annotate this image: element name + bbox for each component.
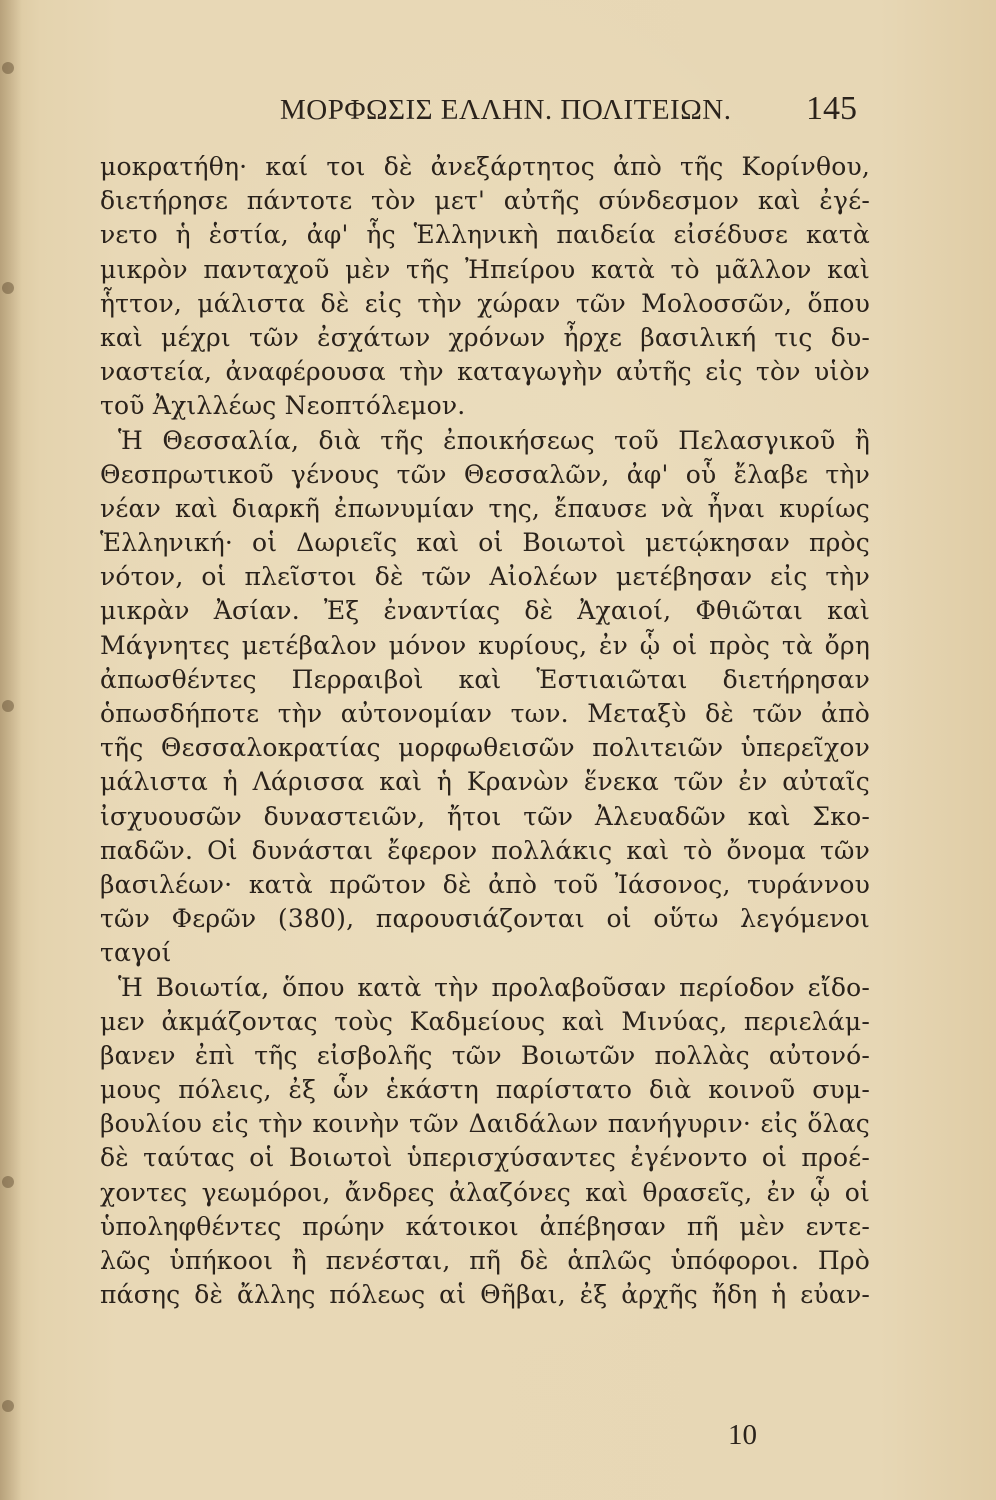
text-line: βουλίου εἰς τὴν κοινὴν τῶν Δαιδάλων πανήγυριν· εἰς ὅλας bbox=[100, 1109, 870, 1139]
spine-shadow bbox=[0, 0, 22, 1500]
text-line: ἧττον, μάλιστα δὲ εἰς τὴν χώραν τῶν Μολοσσῶν, ὅπου bbox=[100, 288, 870, 318]
text-line: λῶς ὑπήκοοι ἢ πενέσται, πῆ δὲ ἁπλῶς ὑπόφοροι. Πρὸ bbox=[100, 1246, 870, 1275]
text-line: μάλιστα ἡ Λάρισσα καὶ ἡ Κρανὼν ἕνεκα τῶν ἐν αὐταῖς bbox=[100, 767, 870, 797]
edge-mark bbox=[2, 62, 14, 74]
text-line: μους πόλεις, ἐξ ὧν ἑκάστη παρίστατο διὰ κοινοῦ συμ- bbox=[100, 1075, 870, 1105]
edge-mark bbox=[2, 700, 14, 712]
text-line: Θεσπρωτικοῦ γένους τῶν Θεσσαλῶν, ἀφ' οὗ ἔλαβε τὴν bbox=[100, 459, 870, 489]
body-text bbox=[100, 150, 870, 1312]
text-line: χοντες γεωμόροι, ἄνδρες ἀλαζόνες καὶ θρασεῖς, ἐν ᾧ οἱ bbox=[100, 1177, 870, 1207]
text-line: νετο ἡ ἑστία, ἀφ' ἧς Ἑλληνικὴ παιδεία εἰσέδυσε κατὰ bbox=[100, 220, 870, 250]
text-line: τοῦ Ἀχιλλέως Νεοπτόλεμον. bbox=[100, 391, 466, 421]
edge-mark bbox=[2, 282, 14, 294]
text-line: Ἡ Βοιωτία, ὅπου κατὰ τὴν προλαβοῦσαν περίοδον εἴδο- bbox=[118, 972, 870, 1002]
text-line: βανεν ἐπὶ τῆς εἰσβολῆς τῶν Βοιωτῶν πολλὰς αὐτονό- bbox=[100, 1040, 870, 1070]
text-line: ἀπωσθέντες Περραιβοὶ καὶ Ἑστιαιῶται διετήρησαν bbox=[100, 664, 870, 694]
text-line: μικρὸν πανταχοῦ μὲν τῆς Ἠπείρου κατὰ τὸ μᾶλλον καὶ bbox=[100, 254, 870, 284]
text-line: ἰσχυουσῶν δυναστειῶν, ἤτοι τῶν Ἀλευαδῶν καὶ Σκο- bbox=[100, 801, 870, 831]
text-line: μεν ἀκμάζοντας τοὺς Καδμείους καὶ Μινύας, περιελάμ- bbox=[100, 1006, 870, 1036]
text-line: Ἡ Θεσσαλία, διὰ τῆς ἐποικήσεως τοῦ Πελασγικοῦ ἢ bbox=[118, 425, 870, 455]
text-line: νότον, οἱ πλεῖστοι δὲ τῶν Αἰολέων μετέβησαν εἰς τὴν bbox=[100, 562, 870, 592]
text-line: τῆς Θεσσαλοκρατίας μορφωθεισῶν πολιτειῶν ὑπερεῖχον bbox=[100, 733, 870, 763]
text-line: ναστεία, ἀναφέρουσα τὴν καταγωγὴν αὐτῆς εἰς τὸν υἱὸν bbox=[100, 357, 870, 387]
page-number: 145 bbox=[806, 90, 857, 127]
text-line: δὲ ταύτας οἱ Βοιωτοὶ ὑπερισχύσαντες ἐγένοντο οἱ προέ- bbox=[100, 1143, 870, 1173]
text-line: ὁπωσδήποτε τὴν αὐτονομίαν των. Μεταξὺ δὲ τῶν ἀπὸ bbox=[100, 699, 870, 728]
text-line: μικρὰν Ἀσίαν. Ἐξ ἐναντίας δὲ Ἀχαιοί, Φθιῶται καὶ bbox=[100, 596, 870, 626]
text-line: πάσης δὲ ἄλλης πόλεως αἱ Θῆβαι, ἐξ ἀρχῆς ἤδη ἡ εὐαν- bbox=[100, 1280, 870, 1310]
edge-mark bbox=[2, 1400, 14, 1412]
page-header bbox=[0, 88, 996, 138]
text-line: ὑποληφθέντες πρώην κάτοικοι ἀπέβησαν πῆ μὲν εντε- bbox=[100, 1211, 870, 1241]
text-line: παδῶν. Οἱ δυνάσται ἔφερον πολλάκις καὶ τὸ ὄνομα τῶν bbox=[100, 835, 870, 865]
text-line: νέαν καὶ διαρκῆ ἐπωνυμίαν της, ἔπαυσε νὰ ἦναι κυρίως bbox=[100, 493, 870, 523]
edge-mark bbox=[2, 1176, 14, 1188]
text-line: Ἑλληνική· οἱ Δωριεῖς καὶ οἱ Βοιωτοὶ μετῴκησαν πρὸς bbox=[100, 528, 870, 558]
running-title: ΜΟΡΦΩΣΙΣ ΕΛΛΗΝ. ΠΟΛΙΤΕΙΩΝ. bbox=[280, 94, 732, 126]
text-line: τῶν Φερῶν (380), παρουσιάζονται οἱ οὕτω λεγόμενοι bbox=[100, 904, 870, 934]
text-line: βασιλέων· κατὰ πρῶτον δὲ ἀπὸ τοῦ Ἰάσονος, τυράννου bbox=[100, 869, 870, 899]
text-line: διετήρησε πάντοτε τὸν μετ' αὐτῆς σύνδεσμον καὶ ἐγέ- bbox=[100, 186, 870, 216]
text-line: Μάγνητες μετέβαλον μόνον κυρίους, ἐν ᾧ οἱ πρὸς τὰ ὄρη bbox=[100, 630, 870, 660]
text-line: μοκρατήθη· καί τοι δὲ ἀνεξάρτητος ἀπὸ τῆς Κορίνθου, bbox=[100, 152, 870, 181]
text-line: ταγοί bbox=[100, 938, 172, 968]
signature-mark: 10 bbox=[728, 1419, 757, 1451]
text-line: καὶ μέχρι τῶν ἐσχάτων χρόνων ἦρχε βασιλική τις δυ- bbox=[100, 322, 870, 352]
